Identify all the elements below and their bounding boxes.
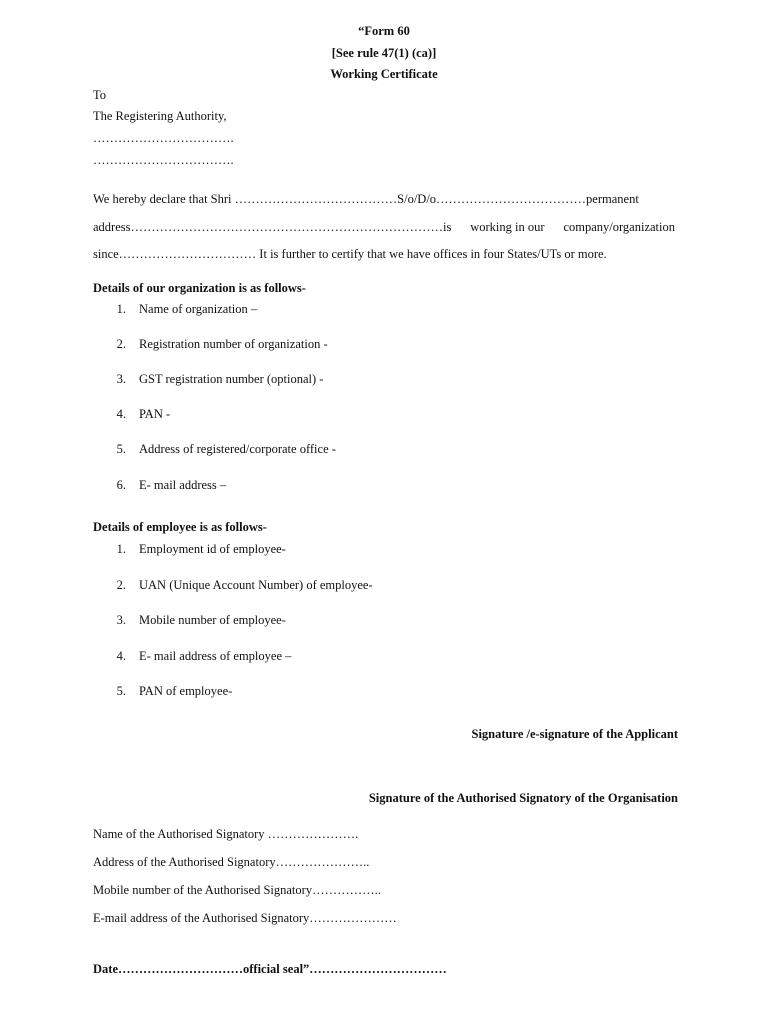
list-item-number: 2. — [116, 337, 126, 351]
list-item-number: 3. — [116, 613, 126, 627]
authorised-signature-label: Signature of the Authorised Signatory of the Organisation — [368, 791, 678, 805]
list-item-text: Name of organization – — [139, 302, 258, 316]
date-seal-line: Date…………………………official seal”…………………………… — [93, 962, 447, 976]
declaration-line-3: since…………………………… It is further to certify that we have offices in four States/UTs or more. — [93, 247, 607, 261]
signatory-email-field: E-mail address of the Authorised Signatory………………… — [93, 911, 397, 925]
signatory-mobile-field: Mobile number of the Authorised Signatory…………….. — [93, 883, 381, 897]
signatory-name-field: Name of the Authorised Signatory …………………. — [93, 827, 359, 841]
list-item-number: 3. — [116, 372, 126, 386]
list-item-number: 1. — [116, 302, 126, 316]
list-item-number: 1. — [116, 542, 126, 556]
address-line-1: ……………………………. — [93, 131, 234, 145]
declaration-line-2 — [93, 220, 675, 235]
list-item-number: 4. — [116, 649, 126, 663]
declaration-company: company/organization — [563, 220, 675, 234]
address-to: To — [93, 88, 107, 102]
list-item-text: Address of registered/corporate office - — [139, 442, 336, 456]
list-item-text: PAN of employee- — [139, 684, 233, 698]
list-item-number: 4. — [116, 407, 126, 421]
certificate-title: Working Certificate — [330, 67, 438, 81]
emp-section-heading: Details of employee is as follows- — [93, 520, 267, 534]
list-item-text: E- mail address – — [139, 478, 227, 492]
list-item-text: UAN (Unique Account Number) of employee- — [139, 578, 373, 592]
rule-reference: [See rule 47(1) (ca)] — [331, 46, 437, 60]
list-item-text: Employment id of employee- — [139, 542, 286, 556]
list-item-text: GST registration number (optional) - — [139, 372, 324, 386]
list-item-text: PAN - — [139, 407, 171, 421]
declaration-address: address…………………………………………………………………is — [93, 220, 452, 234]
org-section-heading: Details of our organization is as follows- — [93, 281, 306, 295]
signatory-address-field: Address of the Authorised Signatory………………….. — [93, 855, 370, 869]
form-title: “Form 60 — [358, 24, 410, 38]
address-line-2: ……………………………. — [93, 153, 234, 167]
address-authority: The Registering Authority, — [93, 109, 227, 123]
list-item-number: 6. — [116, 478, 126, 492]
list-item-text: Registration number of organization - — [139, 337, 328, 351]
list-item-text: Mobile number of employee- — [139, 613, 286, 627]
list-item-number: 5. — [116, 684, 126, 698]
declaration-working: working in our — [470, 220, 545, 234]
list-item-number: 2. — [116, 578, 126, 592]
declaration-line-1: We hereby declare that Shri …………………………………S/o/D/o………………………………permanent — [93, 192, 639, 206]
list-item-text: E- mail address of employee – — [139, 649, 292, 663]
list-item-number: 5. — [116, 442, 126, 456]
applicant-signature-label: Signature /e-signature of the Applicant — [471, 727, 678, 741]
